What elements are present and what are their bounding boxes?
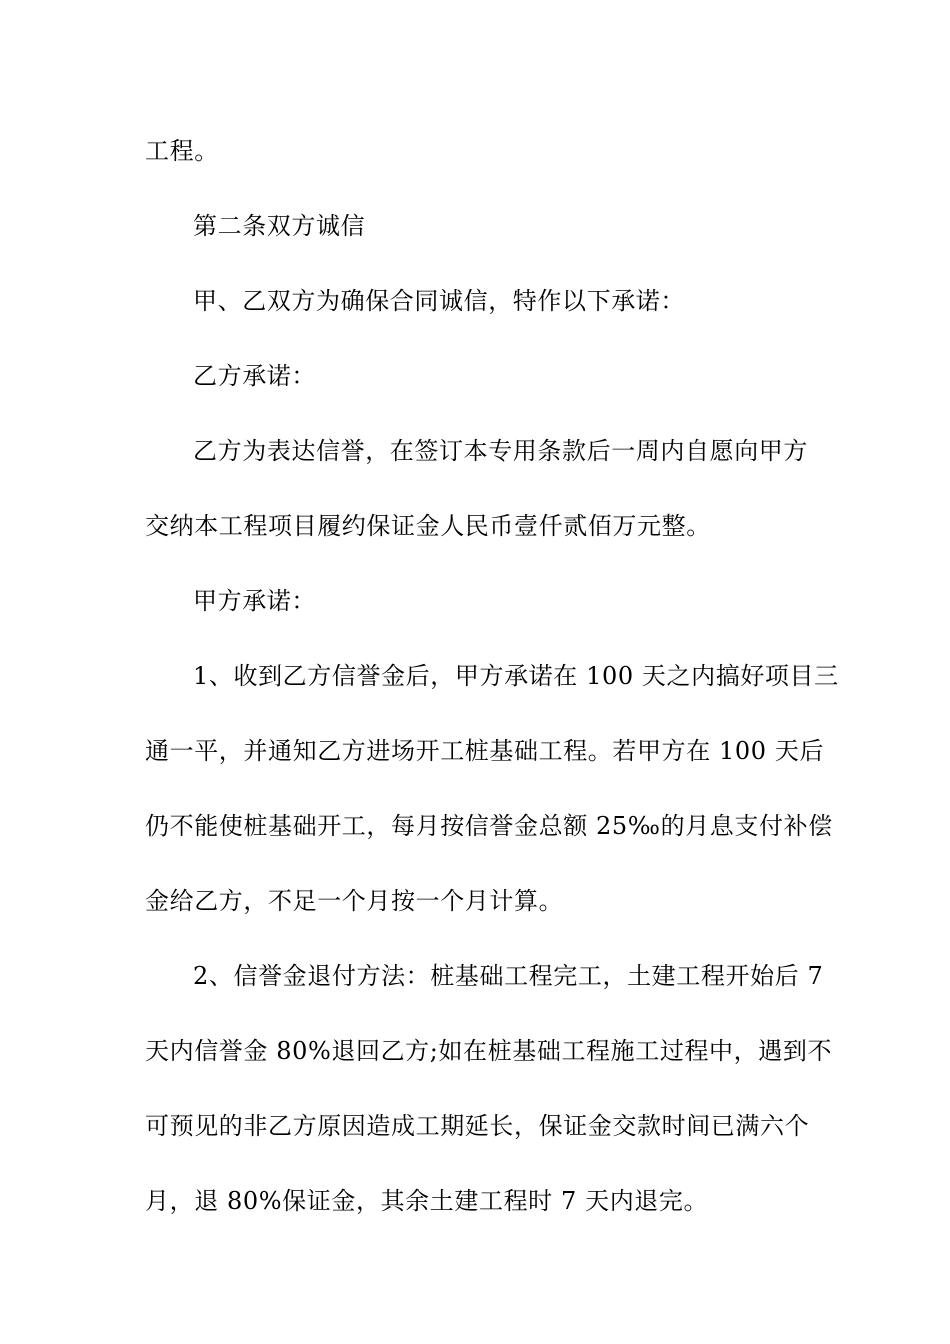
section-heading: 第二条双方诚信 [193,212,366,240]
paragraph-line: 工程。 [145,137,219,165]
list-item-line: 月，退 80%保证金，其余土建工程时 7 天内退完。 [145,1187,709,1215]
list-item-line: 2、信誉金退付方法：桩基础工程完工，土建工程开始后 7 [193,962,824,990]
list-item-line: 仍不能使桩基础开工，每月按信誉金总额 25‰的月息支付补偿 [145,812,833,840]
subheading-party-b: 乙方承诺： [193,362,316,390]
list-item-line: 可预见的非乙方原因造成工期延长，保证金交款时间已满六个 [145,1112,810,1140]
list-item-line: 通一平，并通知乙方进场开工桩基础工程。若甲方在 100 天后 [145,737,825,765]
list-item-line: 金给乙方，不足一个月按一个月计算。 [145,887,564,915]
paragraph-line: 交纳本工程项目履约保证金人民币壹仟贰佰万元整。 [145,512,711,540]
list-item-line: 1、收到乙方信誉金后，甲方承诺在 100 天之内搞好项目三 [193,662,839,690]
paragraph-line: 乙方为表达信誉，在签订本专用条款后一周内自愿向甲方 [193,437,808,465]
paragraph-line: 甲、乙双方为确保合同诚信，特作以下承诺： [193,287,685,315]
list-item-line: 天内信誉金 80%退回乙方;如在桩基础工程施工过程中，遇到不 [145,1037,833,1065]
subheading-party-a: 甲方承诺： [193,587,316,615]
